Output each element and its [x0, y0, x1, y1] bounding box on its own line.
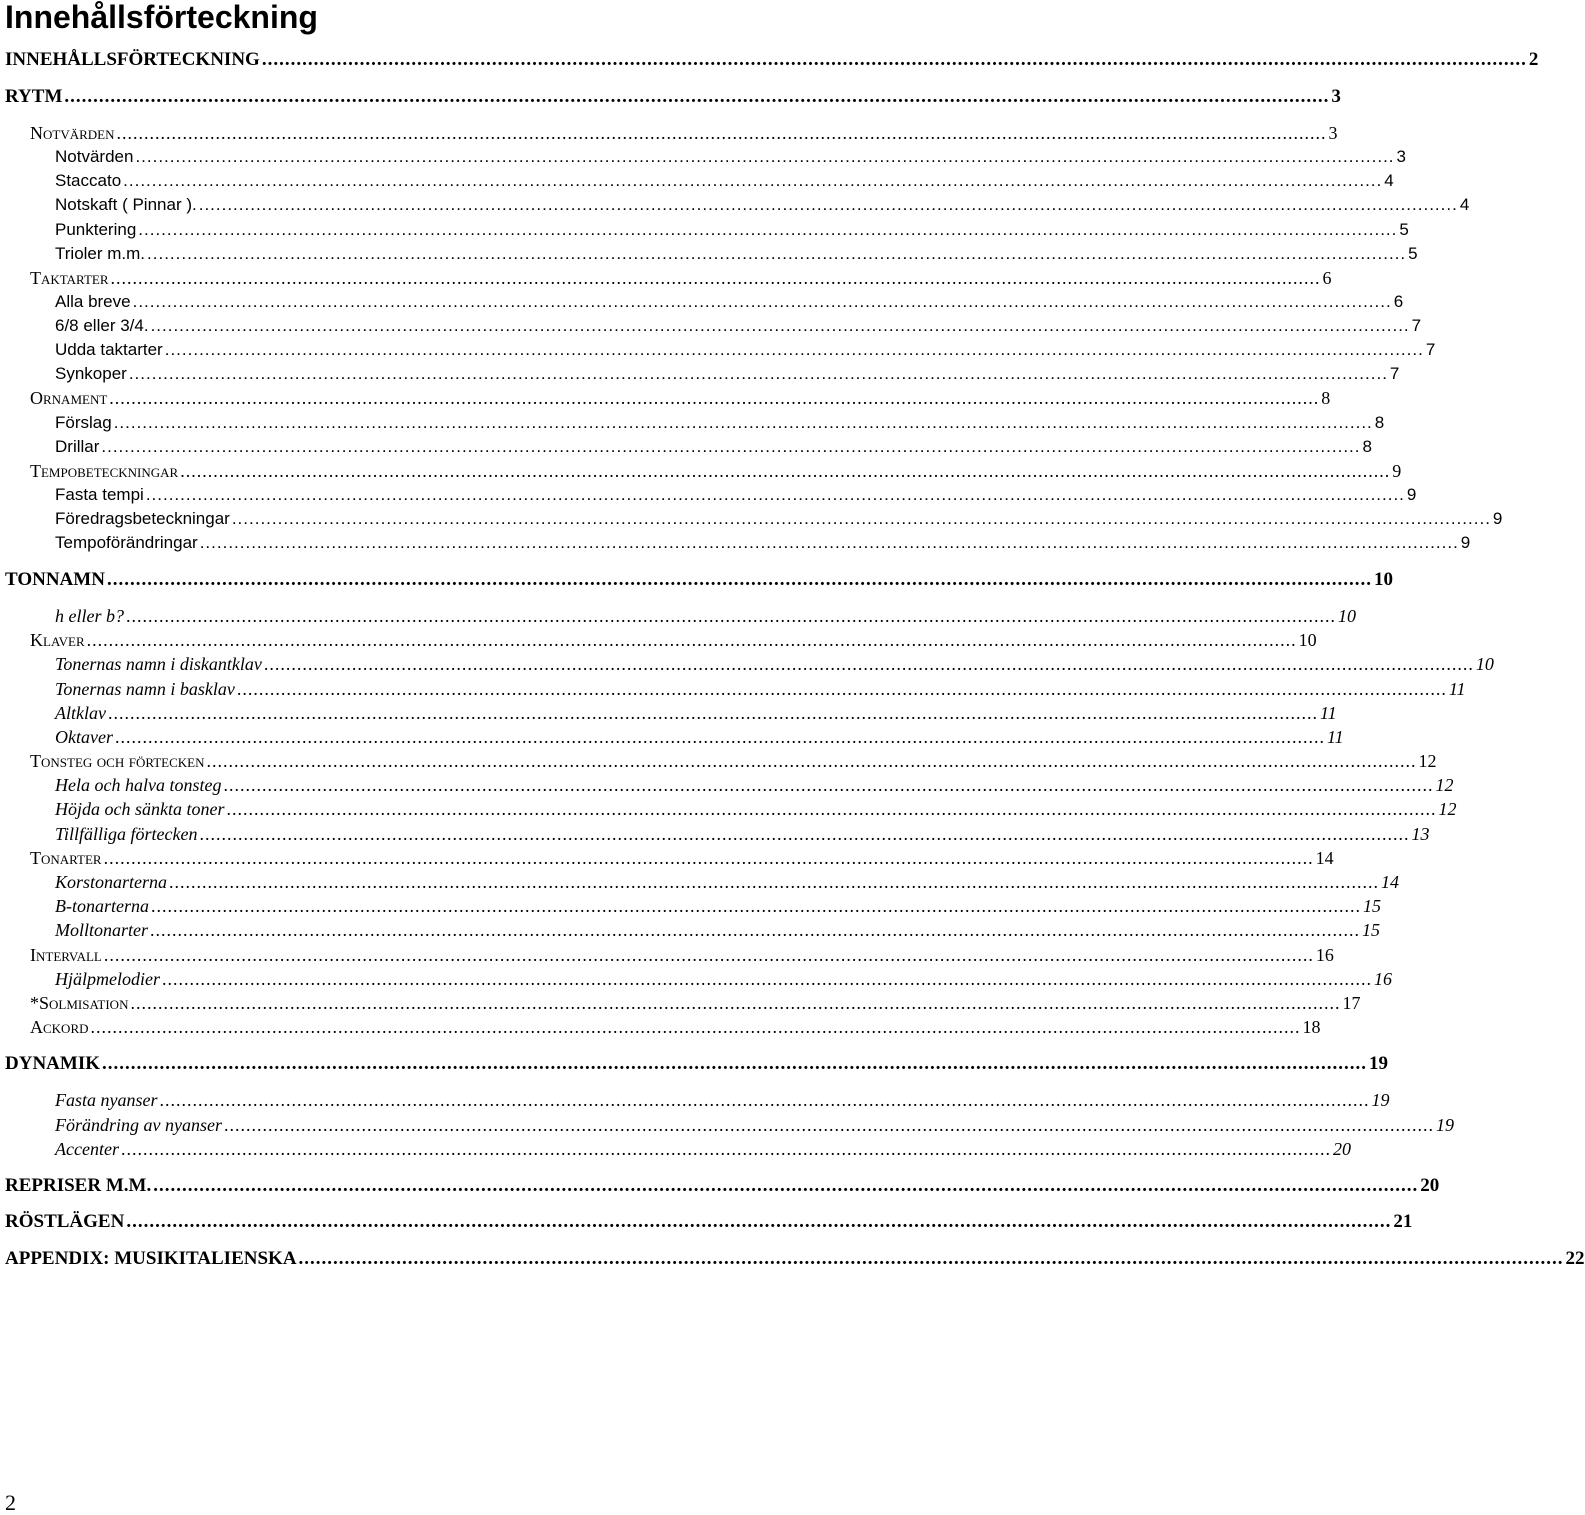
dot-leader: ............................................................................................................................................................................................................................ — [116, 123, 1327, 143]
dot-leader: ............................................................................................................................................................................................................................ — [123, 171, 1383, 190]
toc-entry-page: 19 — [1435, 1115, 1454, 1135]
toc-entry-page: 9 — [1406, 485, 1417, 504]
toc-entry-page: 20 — [1420, 1175, 1440, 1196]
toc-entry[interactable] — [30, 459, 1402, 483]
toc-entry-title: TONNAMN — [5, 569, 105, 590]
toc-entry-page: 10 — [1338, 606, 1356, 626]
dot-leader: ............................................................................................................................................................................................................................ — [198, 195, 1458, 214]
toc-entry-page: 17 — [1342, 993, 1361, 1013]
toc-entry[interactable] — [55, 242, 1418, 266]
toc-entry-page: 11 — [1319, 703, 1337, 723]
toc-entry-page: 12 — [1435, 775, 1454, 795]
toc-entry-page: 13 — [1411, 824, 1430, 844]
dot-leader: ............................................................................................................................................................................................................................ — [226, 799, 1437, 819]
dot-leader: ............................................................................................................................................................................................................................ — [223, 775, 1434, 795]
toc-entry-title: Alla breve — [55, 292, 131, 311]
toc-entry[interactable] — [55, 531, 1471, 555]
dot-leader: ............................................................................................................................................................................................................................ — [103, 945, 1314, 965]
toc-entry-title: Taktarter — [30, 268, 109, 288]
toc-entry[interactable] — [30, 749, 1437, 773]
dot-leader: ............................................................................................................................................................................................................................ — [102, 1053, 1367, 1074]
toc-entry-title: Drillar — [55, 437, 100, 456]
dot-leader: ............................................................................................................................................................................................................................ — [130, 993, 1341, 1013]
dot-leader: ............................................................................................................................................................................................................................ — [169, 872, 1380, 892]
toc-entry-title: APPENDIX: MUSIKITALIENSKA — [5, 1248, 297, 1269]
dot-leader: ............................................................................................................................................................................................................................ — [236, 679, 1447, 699]
toc-entry-title: Tonsteg och förtecken — [30, 751, 205, 771]
toc-entry[interactable] — [55, 894, 1381, 918]
toc-entry-page: 8 — [1374, 413, 1385, 432]
toc-entry-page: 8 — [1362, 437, 1372, 456]
toc-entry[interactable] — [30, 846, 1334, 870]
toc-entry-page: 15 — [1363, 896, 1381, 916]
dot-leader: ............................................................................................................................................................................................................................ — [64, 86, 1330, 107]
toc-entry-page: 5 — [1408, 244, 1418, 263]
toc-entry-title: Ackord — [30, 1017, 89, 1037]
toc-entry[interactable] — [55, 435, 1372, 459]
toc-entry[interactable] — [5, 85, 1341, 109]
toc-entry-title: Udda taktarter — [55, 340, 163, 359]
toc-entry-title: Synkoper — [55, 364, 127, 383]
dot-leader: ............................................................................................................................................................................................................................ — [86, 630, 1297, 650]
toc-entry-page: 10 — [1373, 569, 1393, 590]
dot-leader: ............................................................................................................................................................................................................................ — [113, 413, 1373, 432]
toc-entry-title: Tonarter — [30, 848, 102, 868]
toc-entry-title: 6/8 eller 3/4. — [55, 316, 149, 335]
toc-entry-page: 18 — [1302, 1017, 1321, 1037]
toc-entry[interactable] — [55, 338, 1436, 362]
toc-entry-title: Notvärden — [55, 147, 134, 166]
toc-entry-title: REPRISER M.M. — [5, 1175, 152, 1196]
dot-leader: ............................................................................................................................................................................................................................ — [145, 485, 1405, 504]
toc-entry-title: Tillfälliga förtecken — [55, 824, 198, 844]
dot-leader: ............................................................................................................................................................................................................................ — [151, 896, 1361, 916]
toc-entry-title: Altklav — [55, 703, 106, 723]
toc-entry[interactable] — [55, 411, 1385, 435]
toc-entry-title: Förslag — [55, 413, 112, 432]
toc-entry-page: 3 — [1396, 147, 1406, 166]
toc-entry-title: RYTM — [5, 86, 63, 107]
toc-entry[interactable] — [30, 991, 1361, 1015]
toc-entry-title: Tonernas namn i diskantklav — [55, 654, 262, 674]
toc-entry-page: 6 — [1393, 292, 1404, 311]
toc-entry[interactable] — [55, 145, 1406, 169]
toc-entry-page: 12 — [1438, 799, 1457, 819]
toc-entry-page: 7 — [1425, 340, 1436, 359]
page-number: 2 — [5, 1490, 16, 1515]
toc-entry-title: Hjälpmelodier — [55, 969, 160, 989]
toc-entry-title: Korstonarterna — [55, 872, 168, 892]
toc-entry[interactable] — [5, 568, 1393, 592]
toc-entry-title: B-tonarterna — [55, 896, 149, 916]
toc-entry-title: Klaver — [30, 630, 85, 650]
toc-entry-title: Fasta nyanser — [55, 1090, 158, 1110]
toc-entry-page: 7 — [1389, 364, 1400, 383]
dot-leader: ............................................................................................................................................................................................................................ — [132, 292, 1392, 311]
toc-entry-title: DYNAMIK — [5, 1053, 100, 1074]
dot-leader: ............................................................................................................................................................................................................................ — [138, 220, 1398, 239]
toc-entry-title: Hela och halva tonsteg — [55, 775, 222, 795]
toc-entry[interactable] — [55, 1088, 1390, 1112]
toc-entry-title: Staccato — [55, 171, 122, 190]
toc-entry[interactable] — [30, 266, 1332, 290]
dot-leader: ............................................................................................................................................................................................................................ — [103, 848, 1314, 868]
toc-entry[interactable] — [55, 362, 1400, 386]
toc-entry-title: Oktaver — [55, 727, 113, 747]
dot-leader: ............................................................................................................................................................................................................................ — [164, 340, 1424, 359]
toc-entry[interactable] — [55, 1137, 1351, 1161]
dot-leader: ............................................................................................................................................................................................................................ — [109, 388, 1320, 408]
toc-entry-page: 9 — [1460, 533, 1471, 552]
toc-entry[interactable] — [55, 870, 1400, 894]
toc-entry[interactable] — [30, 943, 1334, 967]
toc-entry[interactable] — [30, 1015, 1321, 1039]
dot-leader: ............................................................................................................................................................................................................................ — [150, 920, 1360, 940]
dot-leader: ............................................................................................................................................................................................................................ — [261, 49, 1527, 70]
toc-entry-page: 3 — [1328, 123, 1338, 143]
toc-entry[interactable] — [55, 652, 1494, 676]
toc-entry[interactable] — [55, 169, 1394, 193]
dot-leader: ............................................................................................................................................................................................................................ — [199, 533, 1459, 552]
toc-entry-page: 20 — [1332, 1139, 1351, 1159]
toc-entry-page: 2 — [1528, 49, 1539, 70]
toc-entry-title: Notvärden — [30, 123, 115, 143]
toc-entry-title: Tempobeteckningar — [30, 461, 179, 481]
dot-leader: ............................................................................................................................................................................................................................ — [231, 509, 1491, 528]
toc-entry-page: 3 — [1331, 86, 1341, 107]
toc-entry-page: 8 — [1321, 388, 1331, 408]
toc-entry-title: INNEHÅLLSFÖRTECKNING — [5, 49, 260, 70]
dot-leader: ............................................................................................................................................................................................................................ — [90, 1017, 1301, 1037]
toc-entry-page: 6 — [1322, 268, 1332, 288]
toc-entry[interactable] — [30, 628, 1317, 652]
toc-entry[interactable] — [55, 604, 1356, 628]
toc-entry-title: *Solmisation — [30, 993, 129, 1013]
toc-entry-page: 22 — [1565, 1248, 1585, 1269]
dot-leader: ............................................................................................................................................................................................................................ — [263, 654, 1474, 674]
toc-entry-page: 12 — [1418, 751, 1437, 771]
toc-entry-title: Tonernas namn i basklav — [55, 679, 235, 699]
toc-entry-page: 5 — [1399, 220, 1409, 239]
toc-entry-page: 11 — [1448, 679, 1466, 699]
page-title: Innehållsförteckning — [5, 0, 318, 35]
toc-entry-page: 4 — [1459, 195, 1470, 214]
dot-leader: ............................................................................................................................................................................................................................ — [135, 147, 1395, 166]
toc-entry[interactable] — [5, 1210, 1413, 1234]
dot-leader: ............................................................................................................................................................................................................................ — [199, 824, 1410, 844]
toc-entry-title: Trioler m.m. — [55, 244, 146, 263]
dot-leader: ............................................................................................................................................................................................................................ — [150, 316, 1410, 335]
dot-leader: ............................................................................................................................................................................................................................ — [110, 268, 1321, 288]
toc-entry-title: Föredragsbeteckningar — [55, 509, 230, 528]
toc-entry-page: 10 — [1475, 654, 1494, 674]
toc-entry-page: 15 — [1362, 920, 1380, 940]
toc-entry-page: 21 — [1393, 1211, 1413, 1232]
dot-leader: ............................................................................................................................................................................................................................ — [223, 1115, 1434, 1135]
toc-entry-title: Fasta tempi — [55, 485, 144, 504]
toc-entry[interactable] — [55, 483, 1417, 507]
dot-leader: ............................................................................................................................................................................................................................ — [106, 569, 1372, 590]
toc-entry-page: 4 — [1384, 171, 1394, 190]
toc-entry[interactable] — [55, 918, 1380, 942]
toc-entry-title: Tempoförändringar — [55, 533, 198, 552]
toc-entry-page: 14 — [1315, 848, 1334, 868]
toc-entry[interactable] — [55, 822, 1430, 846]
toc-entry[interactable] — [55, 507, 1503, 531]
toc-entry-page: 16 — [1374, 969, 1392, 989]
toc-entry[interactable] — [5, 1052, 1388, 1076]
dot-leader: ............................................................................................................................................................................................................................ — [107, 703, 1318, 723]
toc-entry-title: RÖSTLÄGEN — [5, 1211, 125, 1232]
toc-entry[interactable] — [30, 386, 1331, 410]
dot-leader: ............................................................................................................................................................................................................................ — [126, 1211, 1392, 1232]
toc-entry-title: Punktering — [55, 220, 137, 239]
toc-entry-title: Höjda och sänkta toner — [55, 799, 225, 819]
toc-entry-page: 19 — [1371, 1090, 1390, 1110]
dot-leader: ............................................................................................................................................................................................................................ — [180, 461, 1391, 481]
toc-entry-title: Molltonarter — [55, 920, 148, 940]
toc-entry-title: h eller b? — [55, 606, 124, 626]
toc-entry-title: Accenter — [55, 1139, 119, 1159]
toc-entry[interactable] — [55, 773, 1454, 797]
toc-entry-page: 10 — [1298, 630, 1317, 650]
toc-entry[interactable] — [5, 48, 1539, 72]
toc-entry[interactable] — [55, 218, 1409, 242]
toc-entry-title: Notskaft ( Pinnar ). — [55, 195, 197, 214]
toc-entry[interactable] — [5, 1174, 1440, 1198]
dot-leader: ............................................................................................................................................................................................................................ — [114, 727, 1325, 747]
dot-leader: ............................................................................................................................................................................................................................ — [120, 1139, 1331, 1159]
toc-entry[interactable] — [55, 1113, 1454, 1137]
dot-leader: ............................................................................................................................................................................................................................ — [206, 751, 1417, 771]
dot-leader: ............................................................................................................................................................................................................................ — [126, 606, 1336, 626]
toc-entry-title: Ornament — [30, 388, 108, 408]
dot-leader: ............................................................................................................................................................................................................................ — [159, 1090, 1370, 1110]
toc-entry[interactable] — [55, 193, 1470, 217]
toc-entry-page: 14 — [1381, 872, 1400, 892]
toc-entry-page: 7 — [1411, 316, 1422, 335]
toc-entry[interactable] — [5, 1247, 1585, 1271]
toc-entry[interactable] — [55, 797, 1457, 821]
toc-entry[interactable] — [55, 290, 1404, 314]
toc-entry[interactable] — [55, 677, 1466, 701]
dot-leader: ............................................................................................................................................................................................................................ — [162, 969, 1372, 989]
toc-entry-title: Förändring av nyanser — [55, 1115, 222, 1135]
toc-entry[interactable] — [55, 701, 1337, 725]
toc-entry[interactable] — [55, 967, 1392, 991]
toc-entry-page: 19 — [1369, 1053, 1388, 1074]
toc-entry[interactable] — [55, 314, 1422, 338]
dot-leader: ............................................................................................................................................................................................................................ — [147, 244, 1407, 263]
dot-leader: ............................................................................................................................................................................................................................ — [101, 437, 1361, 456]
dot-leader: ............................................................................................................................................................................................................................ — [298, 1248, 1564, 1269]
dot-leader: ............................................................................................................................................................................................................................ — [128, 364, 1388, 383]
toc-entry-page: 9 — [1492, 509, 1503, 528]
toc-entry-page: 11 — [1326, 727, 1344, 747]
toc-entry[interactable] — [30, 121, 1338, 145]
toc-entry-page: 16 — [1315, 945, 1334, 965]
toc-entry-title: Intervall — [30, 945, 102, 965]
toc-entry[interactable] — [55, 725, 1344, 749]
toc-entry-page: 9 — [1392, 461, 1402, 481]
dot-leader: ............................................................................................................................................................................................................................ — [153, 1175, 1419, 1196]
